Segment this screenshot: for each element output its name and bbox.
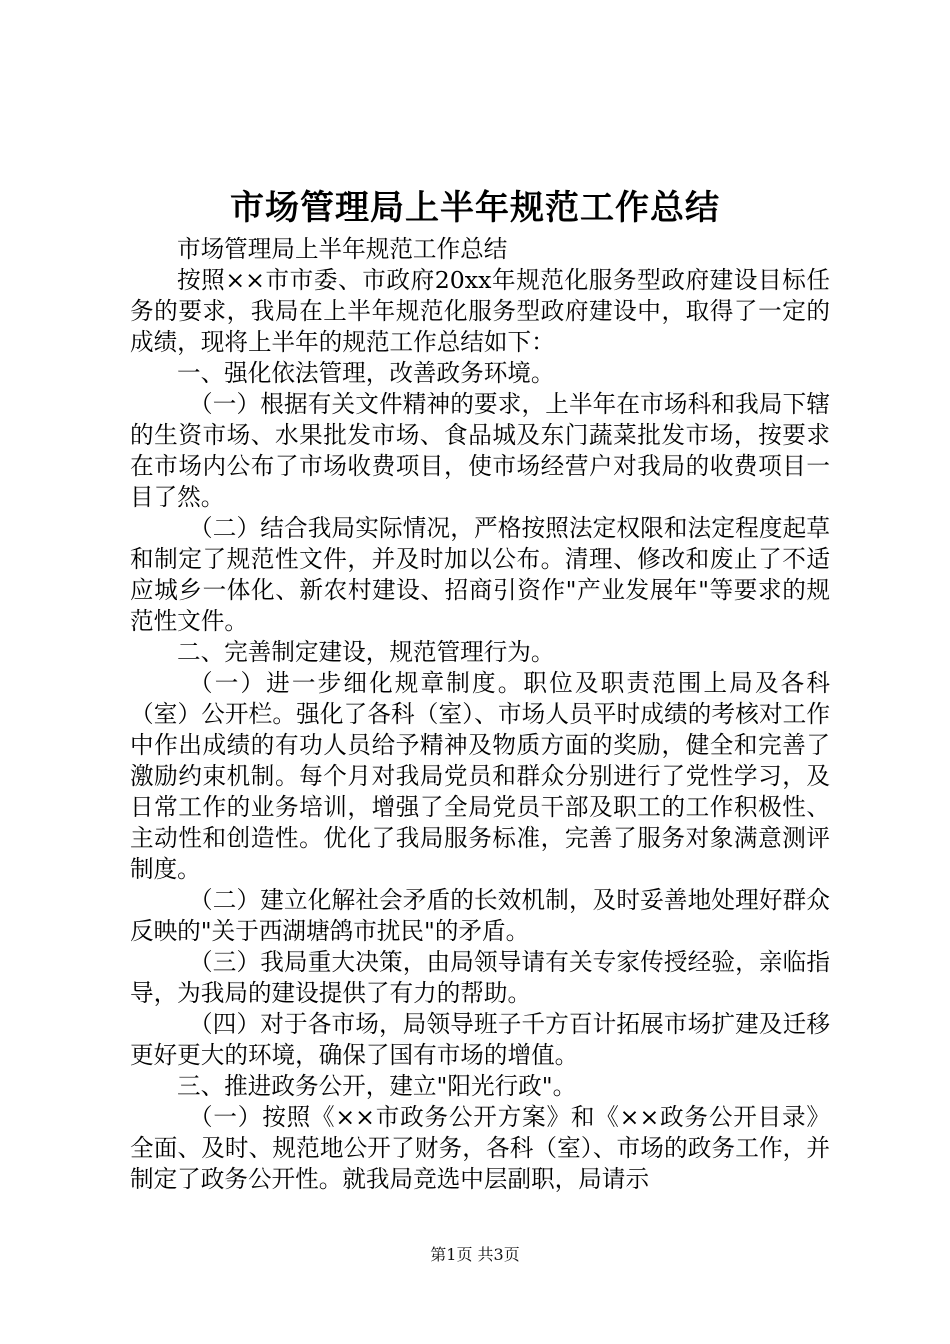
- section-heading-2: 二、完善制定建设，规范管理行为。: [177, 638, 555, 666]
- paragraph-3-1: （一）按照《××市政务公开方案》和《××政务公开目录》全面、及时、规范地公开了财务，各科（室）、市场的政务工作，并制定了政务公开性。就我局竞选中层副职，局请示: [130, 1103, 830, 1193]
- paragraph-1-2: （二）结合我局实际情况，严格按照法定权限和法定程度起草和制定了规范性文件，并及时加以公布。清理、修改和废止了不适应城乡一体化、新农村建设、招商引资作"产业发展年"等要求的规范性文件。: [130, 514, 830, 635]
- paragraph-2-1: （一）进一步细化规章制度。职位及职责范围上局及各科（室）公开栏。强化了各科（室）、市场人员平时成绩的考核对工作中作出成绩的有功人员给予精神及物质方面的奖励，健全和完善了激励约束机制。每个月对我局党员和群众分别进行了党性学习，及日常工作的业务培训，增强了全局党员干部及职工的工作积极性、主动性和创造性。优化了我局服务标准，完善了服务对象满意测评制度。: [130, 669, 830, 883]
- paragraph-1-1: （一）根据有关文件精神的要求，上半年在市场科和我局下辖的生资市场、水果批发市场、食品城及东门蔬菜批发市场，按要求在市场内公布了市场收费项目，使市场经营户对我局的收费项目一目了然。: [130, 390, 830, 511]
- section-heading-1: 一、强化依法管理，改善政务环境。: [177, 359, 555, 387]
- document-body: [130, 234, 830, 1195]
- section-heading-3: 三、推进政务公开，建立"阳光行政"。: [177, 1072, 577, 1100]
- paragraph-subtitle: 市场管理局上半年规范工作总结: [177, 235, 508, 263]
- page-number-footer: 第1页 共3页: [430, 1245, 520, 1264]
- paragraph-2-2: （二）建立化解社会矛盾的长效机制，及时妥善地处理好群众反映的"关于西湖塘鸽市扰民"的矛盾。: [130, 886, 830, 945]
- document-title: 市场管理局上半年规范工作总结: [230, 188, 720, 228]
- paragraph-intro: 按照××市市委、市政府20xx年规范化服务型政府建设目标任务的要求，我局在上半年规范化服务型政府建设中，取得了一定的成绩，现将上半年的规范工作总结如下：: [130, 266, 830, 356]
- paragraph-2-3: （三）我局重大决策，由局领导请有关专家传授经验，亲临指导，为我局的建设提供了有力的帮助。: [130, 948, 830, 1007]
- paragraph-2-4: （四）对于各市场，局领导班子千方百计拓展市场扩建及迁移更好更大的环境，确保了国有市场的增值。: [130, 1010, 830, 1069]
